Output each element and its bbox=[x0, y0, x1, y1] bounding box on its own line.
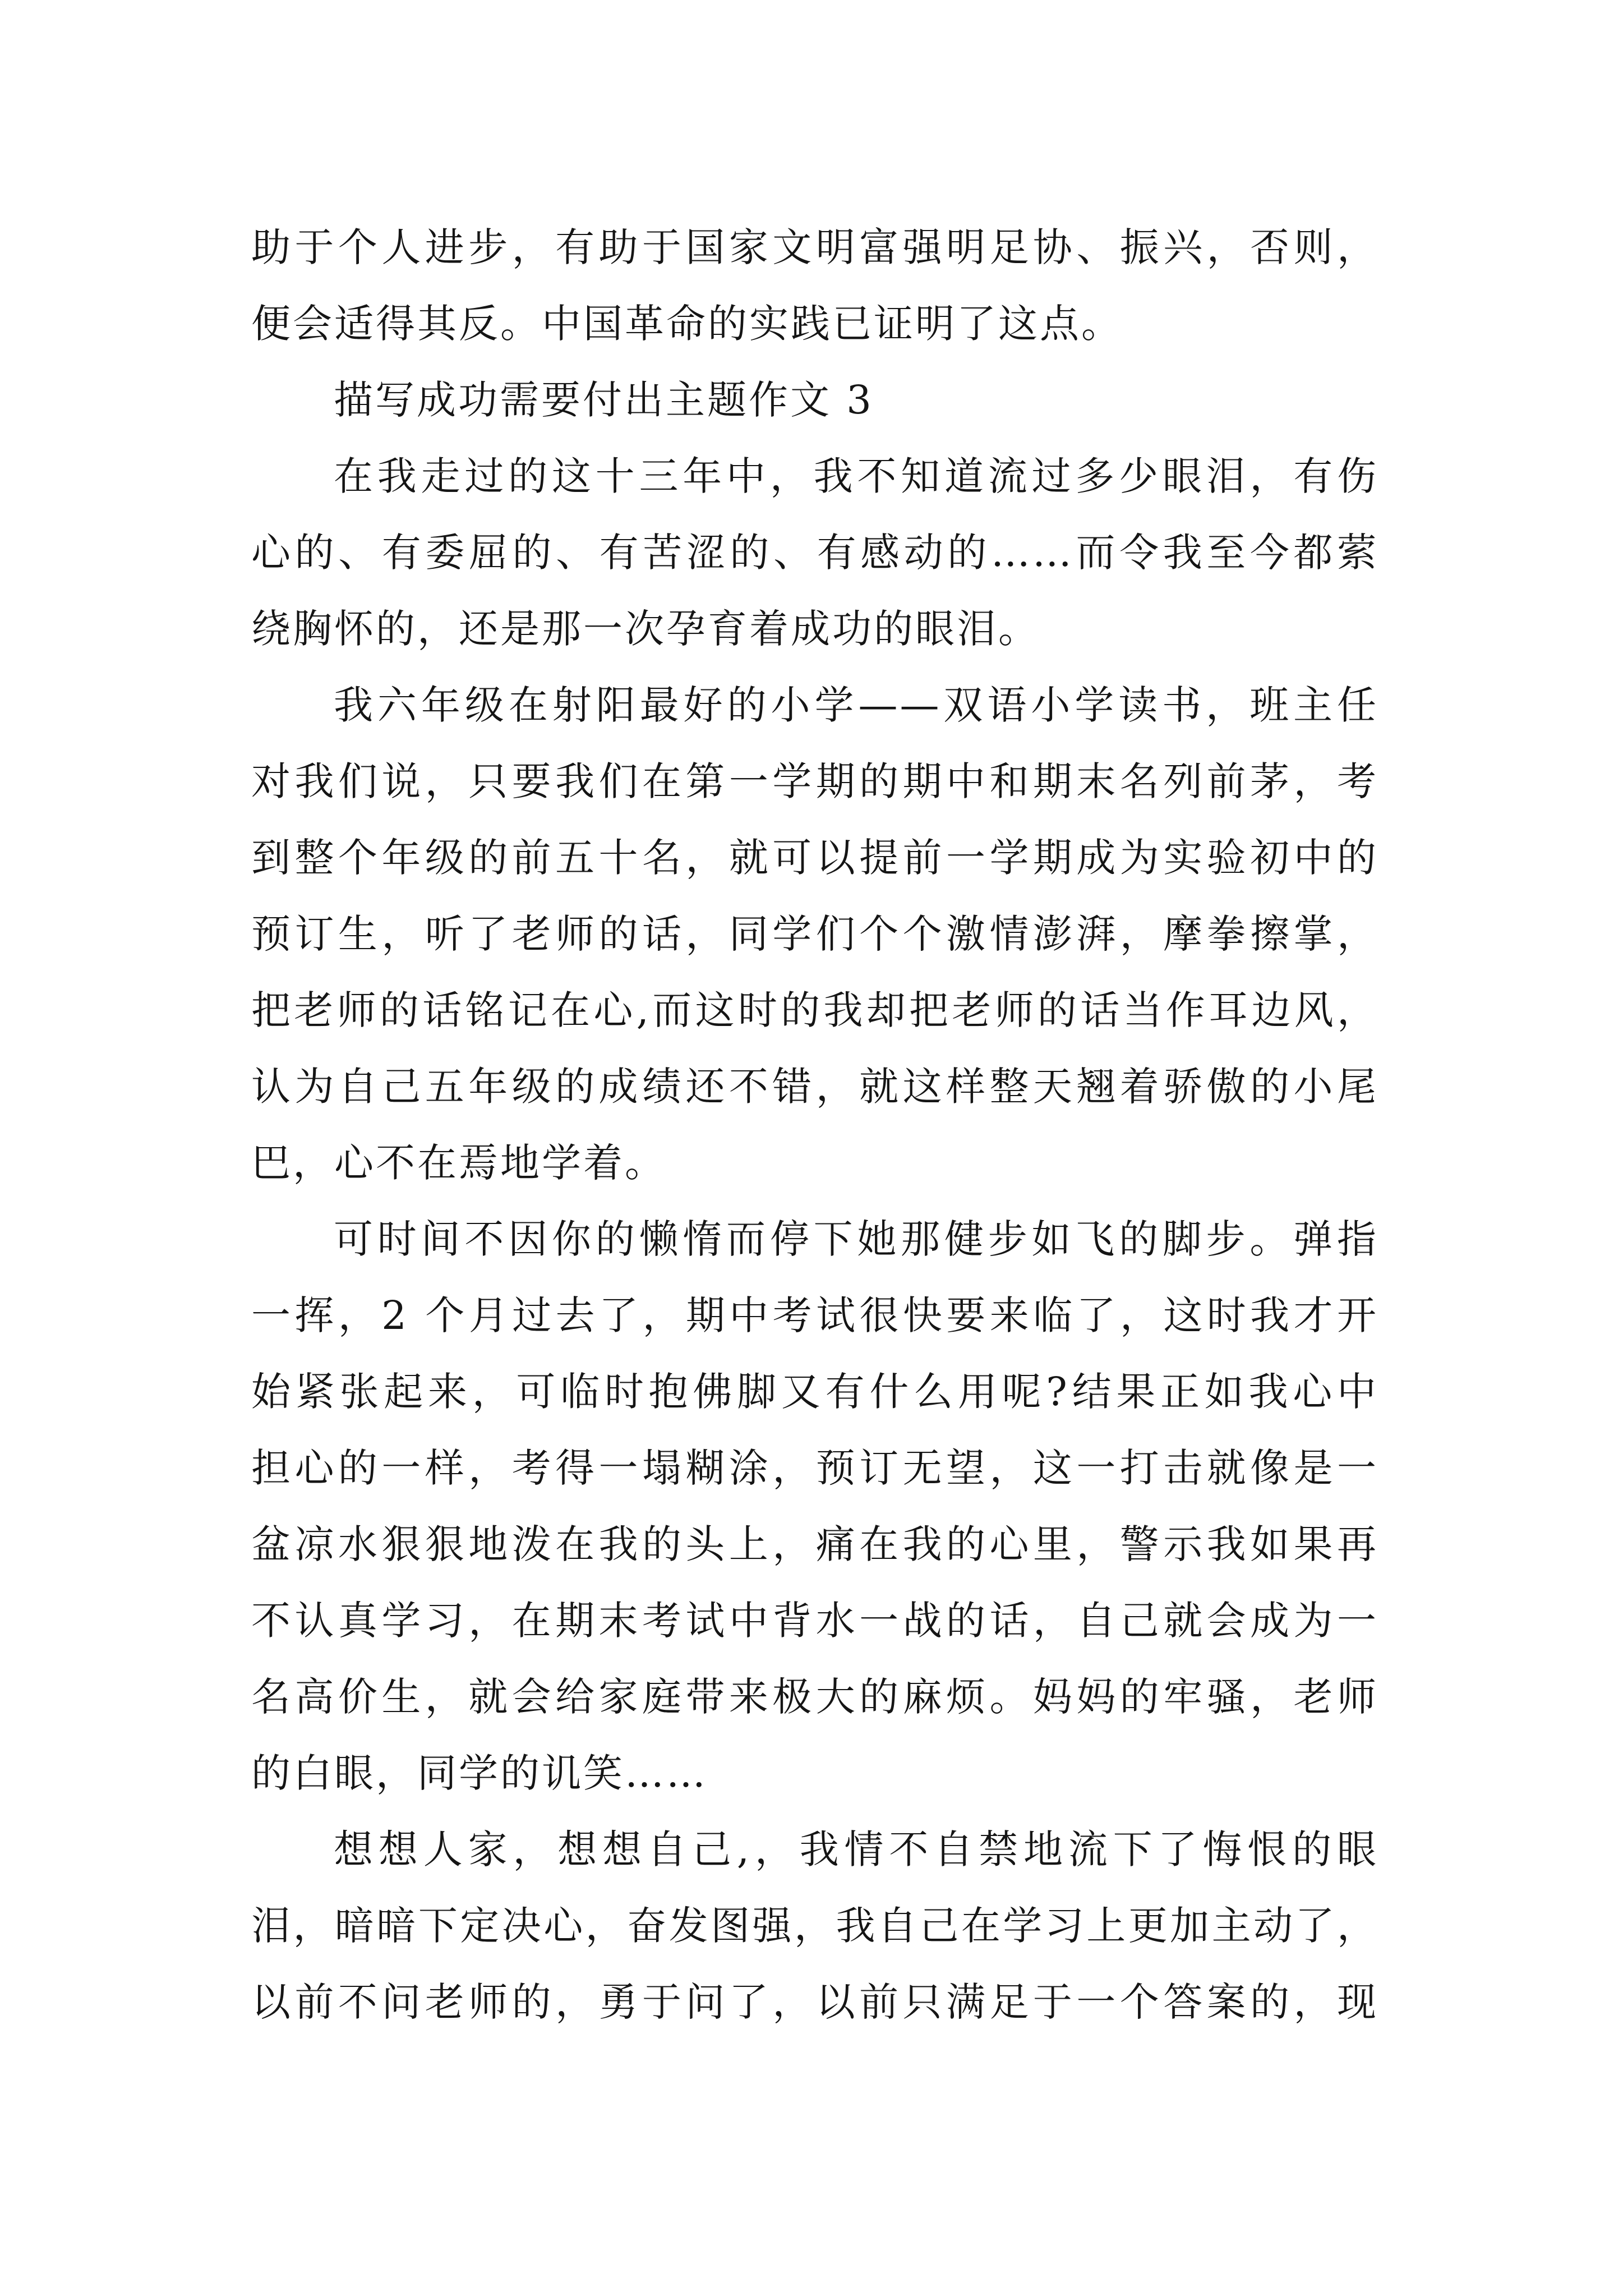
text-line: 可时间不因你的懒惰而停下她那健步如飞的脚步。弹指 bbox=[334, 1216, 1378, 1262]
text-line: 不认真学习，在期末考试中背水一战的话，自己就会成为一 bbox=[251, 1598, 1378, 1644]
text-line: 把老师的话铭记在心,而这时的我却把老师的话当作耳边风， bbox=[251, 987, 1378, 1033]
text-line: 心的、有委屈的、有苦涩的、有感动的……而令我至今都萦 bbox=[251, 530, 1378, 576]
text-line: 始紧张起来，可临时抱佛脚又有什么用呢?结果正如我心中 bbox=[251, 1369, 1378, 1415]
text-line: 到整个年级的前五十名，就可以提前一学期成为实验初中的 bbox=[251, 835, 1378, 881]
text-line: 助于个人进步，有助于国家文明富强明足协、振兴，否则， bbox=[251, 224, 1378, 270]
text-line: 担心的一样，考得一塌糊涂，预订无望，这一打击就像是一 bbox=[251, 1445, 1378, 1491]
text-line: 我六年级在射阳最好的小学——双语小学读书，班主任 bbox=[334, 682, 1378, 728]
text-line: 便会适得其反。中国革命的实践已证明了这点。 bbox=[251, 301, 1123, 347]
text-line: 对我们说，只要我们在第一学期的期中和期末名列前茅，考 bbox=[251, 758, 1378, 804]
text-line: 预订生，听了老师的话，同学们个个激情澎湃，摩拳擦掌， bbox=[251, 911, 1378, 957]
text-line: 巴，心不在焉地学着。 bbox=[251, 1140, 666, 1186]
text-line: 以前不问老师的，勇于问了，以前只满足于一个答案的，现 bbox=[251, 1979, 1378, 2025]
text-line: 泪，暗暗下定决心，奋发图强，我自己在学习上更加主动了， bbox=[251, 1903, 1378, 1949]
text-line: 的白眼，同学的讥笑…… bbox=[251, 1750, 708, 1796]
text-line: 想想人家，想想自己,，我情不自禁地流下了悔恨的眼 bbox=[334, 1826, 1378, 1872]
text-line: 认为自己五年级的成绩还不错，就这样整天翘着骄傲的小尾 bbox=[251, 1064, 1378, 1110]
text-line: 一挥，2 个月过去了，期中考试很快要来临了，这时我才开 bbox=[251, 1292, 1378, 1338]
text-line: 名高价生，就会给家庭带来极大的麻烦。妈妈的牢骚，老师 bbox=[251, 1674, 1378, 1720]
section-heading: 描写成功需要付出主题作文 3 bbox=[334, 377, 874, 423]
text-line: 在我走过的这十三年中，我不知道流过多少眼泪，有伤 bbox=[334, 453, 1378, 499]
text-line: 盆凉水狠狠地泼在我的头上，痛在我的心里，警示我如果再 bbox=[251, 1521, 1378, 1567]
text-line: 绕胸怀的，还是那一次孕育着成功的眼泪。 bbox=[251, 606, 1040, 652]
